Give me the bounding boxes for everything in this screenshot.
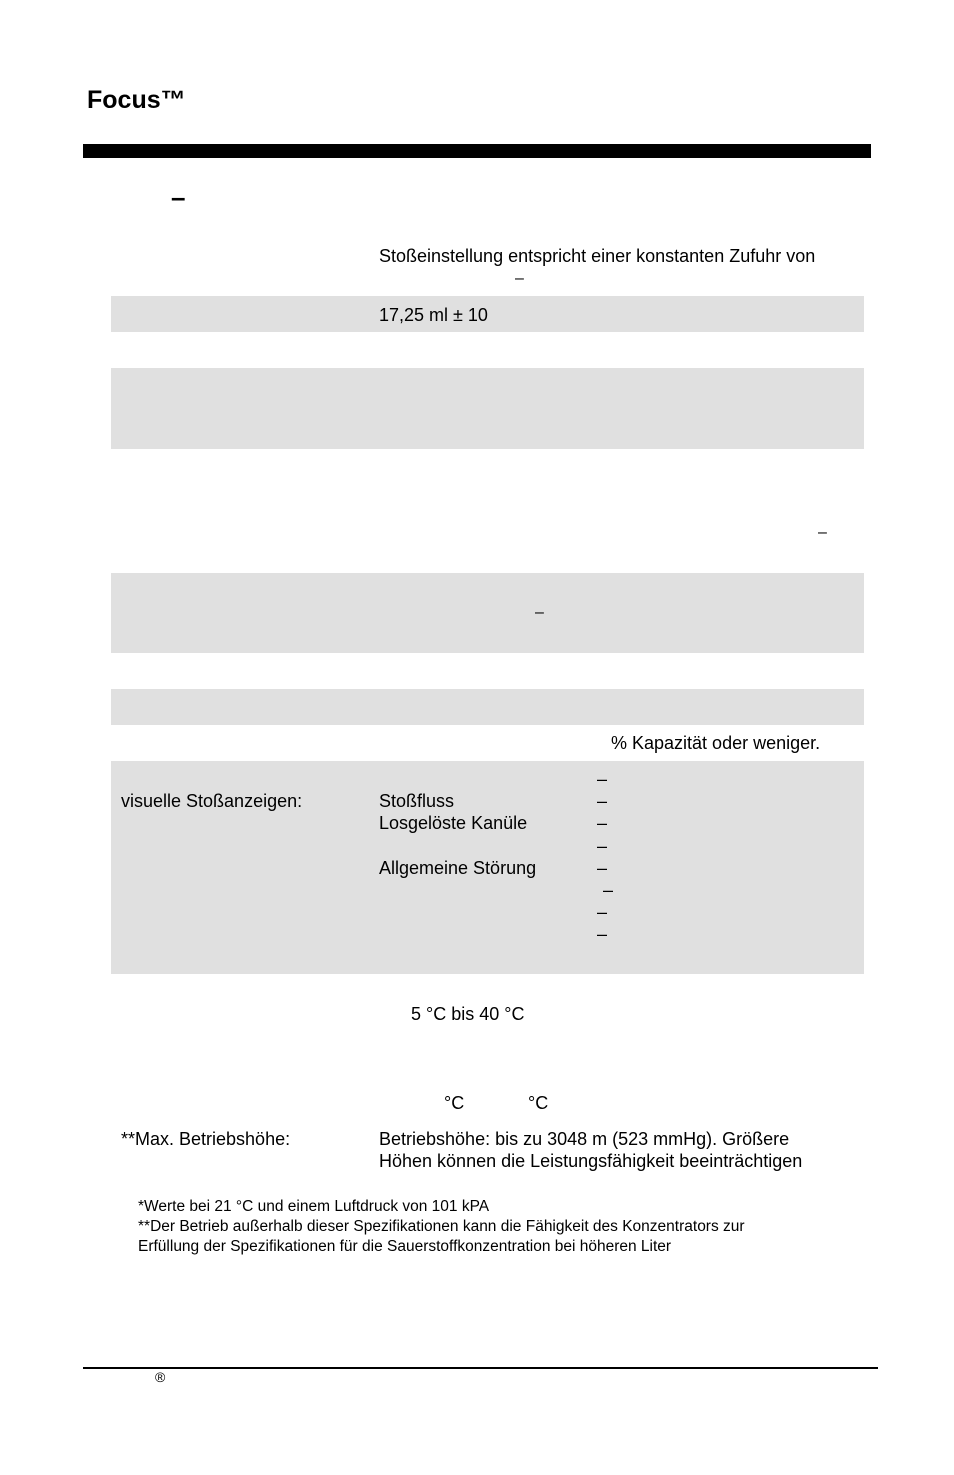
spec-dash: –	[535, 604, 544, 621]
indicator-dash: –	[597, 791, 608, 811]
max-altitude-text: Höhen können die Leistungsfähigkeit beeinträchtigen	[379, 1151, 803, 1171]
footnote: **Der Betrieb außerhalb dieser Spezifikationen kann die Fähigkeit des Konzentrators zur	[138, 1218, 745, 1235]
registered-mark: ®	[155, 1369, 166, 1385]
table-band-2	[111, 368, 864, 449]
header-rule	[83, 144, 871, 158]
section-heading: –	[171, 182, 186, 212]
indicator-item: Stoßfluss	[379, 791, 455, 811]
brand-title: Focus™	[87, 86, 186, 114]
pulse-volume-value: 17,25 ml ± 10	[379, 305, 488, 325]
storage-temp-unit: °C	[528, 1093, 549, 1113]
indicator-dash: –	[597, 836, 608, 856]
operating-temperature: 5 °C bis 40 °C	[411, 1004, 525, 1024]
indicator-item: Losgelöste Kanüle	[379, 813, 528, 833]
storage-temp-unit: °C	[444, 1093, 465, 1113]
spec-dash: –	[818, 524, 827, 541]
indicator-item: Allgemeine Störung	[379, 858, 537, 878]
footnote: *Werte bei 21 °C und einem Luftdruck von 101 kPA	[138, 1198, 490, 1215]
indicator-dash: –	[597, 924, 608, 944]
pulse-setting-text: Stoßeinstellung entspricht einer konstanten Zufuhr von	[379, 246, 816, 266]
indicator-dash: –	[597, 902, 608, 922]
footnote: Erfüllung der Spezifikationen für die Sauerstoffkonzentration bei höheren Liter	[138, 1238, 672, 1255]
max-altitude-text: Betriebshöhe: bis zu 3048 m (523 mmHg). Größere	[379, 1129, 790, 1149]
table-band-4	[111, 689, 864, 725]
indicator-dash: –	[603, 880, 614, 900]
battery-capacity-text: % Kapazität oder weniger.	[611, 733, 821, 753]
indicator-dash: –	[597, 769, 608, 789]
indicator-dash: –	[597, 813, 608, 833]
visual-indicators-label: visuelle Stoßanzeigen:	[121, 791, 303, 811]
footer-rule	[83, 1367, 878, 1369]
max-altitude-label: **Max. Betriebshöhe:	[121, 1129, 291, 1149]
indicator-dash: –	[597, 858, 608, 878]
pulse-setting-dash: –	[515, 270, 524, 287]
table-band-3	[111, 573, 864, 653]
